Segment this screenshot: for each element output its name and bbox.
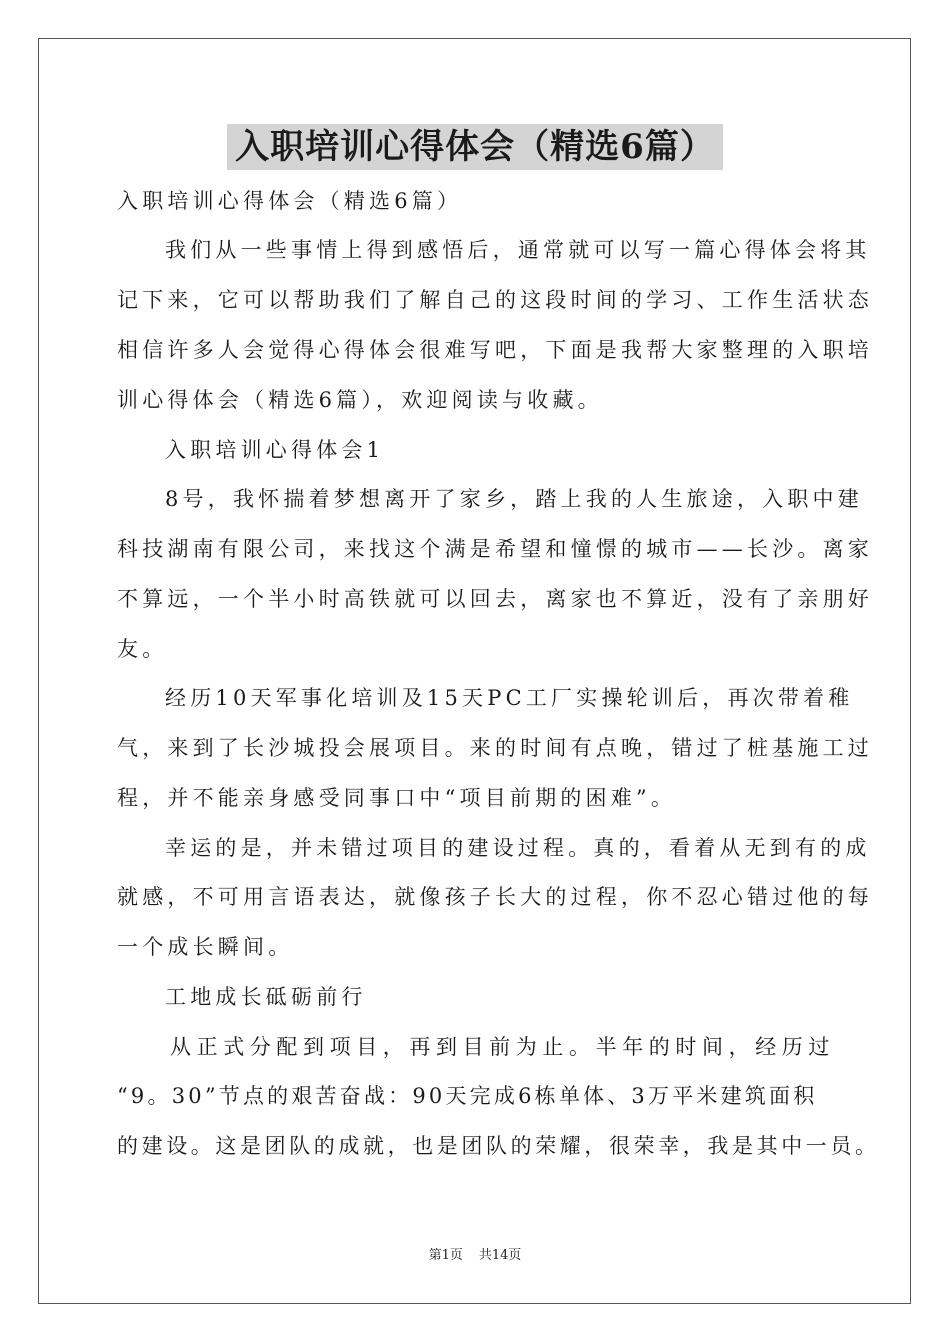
paragraph-line: 程，并不能亲身感受同事口中“项目前期的困难”。 [117, 786, 677, 810]
page-border [38, 38, 911, 1304]
page-total: 共14页 [478, 1248, 522, 1263]
document-title: 入职培训心得体会（精选6篇） [227, 124, 723, 170]
paragraph-line: 记下来，它可以帮助我们了解自己的这段时间的学习、工作生活状态 [117, 288, 873, 312]
paragraph-line: 不算远，一个半小时高铁就可以回去，离家也不算近，没有了亲朋好 [117, 587, 873, 611]
paragraph-line: 我们从一些事情上得到感悟后，通常就可以写一篇心得体会将其 [165, 238, 871, 262]
paragraph-line: 训心得体会（精选6篇），欢迎阅读与收藏。 [117, 388, 603, 412]
document-subtitle: 入职培训心得体会（精选6篇） [117, 189, 463, 213]
paragraph-line: 幸运的是，并未错过项目的建设过程。真的，看着从无到有的成 [165, 836, 871, 860]
paragraph-line: 8号，我怀揣着梦想离开了家乡，踏上我的人生旅途，入职中建 [165, 487, 863, 511]
paragraph-line: 相信许多人会觉得心得体会很难写吧，下面是我帮大家整理的入职培 [117, 338, 873, 362]
paragraph-line: 科技湖南有限公司，来找这个满是希望和憧憬的城市——长沙。离家 [117, 537, 873, 561]
paragraph-line: 友。 [117, 637, 168, 661]
paragraph-line: 经历10天军事化培训及15天PC工厂实操轮训后，再次带着稚 [165, 686, 854, 710]
page-footer [0, 1247, 950, 1265]
title-container [0, 124, 950, 170]
paragraph-line: 从正式分配到项目，再到目前为止。半年的时间，经历过 [170, 1035, 835, 1059]
paragraph-line: 气，来到了长沙城投会展项目。来的时间有点晚，错过了桩基施工过 [117, 736, 873, 760]
section-heading: 入职培训心得体会1 [165, 438, 385, 462]
page-number: 第1页 [428, 1248, 463, 1263]
paragraph-line: 一个成长瞬间。 [117, 935, 294, 959]
paragraph-line: 的建设。这是团队的成就，也是团队的荣耀，很荣幸，我是其中一员。 [117, 1134, 880, 1158]
paragraph-line: “9。30”节点的艰苦奋战：90天完成6栋单体、3万平米建筑面积 [117, 1084, 818, 1108]
paragraph-line: 就感，不可用言语表达，就像孩子长大的过程，你不忍心错过他的每 [117, 885, 873, 909]
section-subheading: 工地成长砥砺前行 [165, 985, 367, 1009]
